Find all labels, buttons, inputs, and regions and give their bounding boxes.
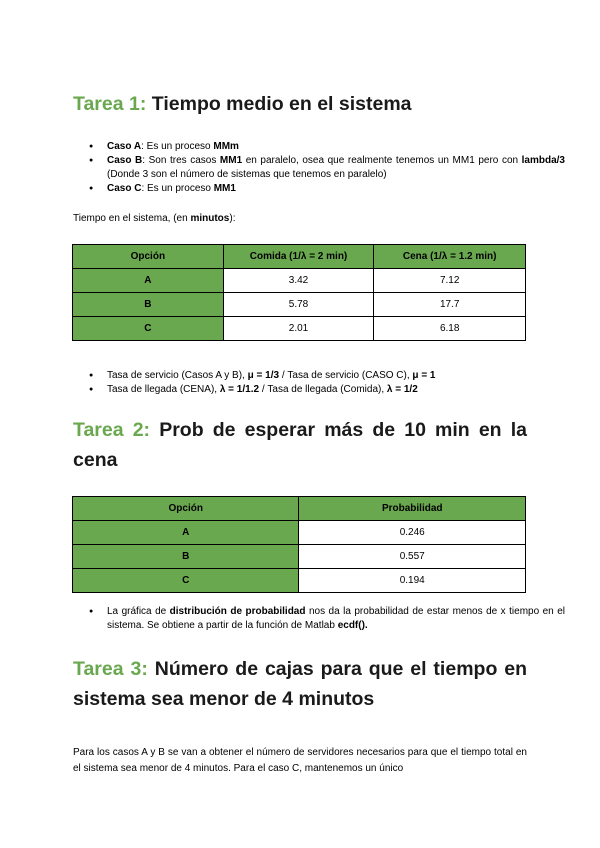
header-probabilidad: Probabilidad [299, 497, 526, 521]
tarea2-label: Tarea 2: [73, 419, 151, 441]
row-option: A [73, 521, 299, 545]
table-row [73, 545, 526, 569]
table-row [73, 521, 526, 545]
table-row [73, 569, 526, 593]
header-cena: Cena (1/λ = 1.2 min) [374, 245, 526, 269]
tarea3-title: Número de cajas para que el tiempo en sistema sea menor de 4 minutos [73, 658, 528, 710]
tarea3-label: Tarea 3: [73, 658, 148, 680]
list-item-case-a [107, 140, 565, 154]
row-option: B [73, 293, 224, 317]
table-header-row [73, 497, 526, 521]
tarea2-title: Prob de esperar más de 10 min en la cena [73, 419, 527, 471]
case-a-label: Caso A [107, 141, 142, 152]
case-b-text-3: (Donde 3 son el número de sistemas que tenemos en paralelo) [107, 169, 387, 180]
header-opcion: Opción [73, 497, 299, 521]
header-opcion: Opción [73, 245, 224, 269]
cell-comida: 3.42 [223, 269, 374, 293]
arrival-rate-cena: λ = 1/1.2 [219, 384, 260, 395]
list-item-case-c [107, 182, 565, 196]
cell-cena: 17.7 [374, 293, 526, 317]
tarea1-table [72, 244, 526, 341]
row-option: B [73, 545, 299, 569]
list-item-arrival-rate [107, 383, 565, 397]
service-rate-text-2: / Tasa de servicio (CASO C), [279, 370, 413, 381]
row-option: A [73, 269, 224, 293]
list-item-service-rate [107, 369, 565, 383]
tarea1-heading [73, 89, 527, 119]
arrival-rate-text-2: / Tasa de llegada (Comida), [259, 384, 387, 395]
row-option: C [73, 569, 299, 593]
list-item-ecdf-note [107, 605, 565, 633]
arrival-rate-comida: λ = 1/2 [386, 384, 418, 395]
note-text-2: nos da la probabilidad de estar menos de x tiempo en el sistema. Se obtiene a partir de la función de Matlab [107, 606, 565, 631]
cell-comida: 2.01 [223, 317, 374, 341]
table-row [73, 293, 526, 317]
arrival-rate-text: Tasa de llegada (CENA), [107, 384, 220, 395]
intro-text: Tiempo en el sistema, (en [73, 213, 191, 224]
note-distribution: distribución de probabilidad [169, 606, 306, 617]
service-rate-c: μ = 1 [412, 370, 436, 381]
tarea1-label: Tarea 1: [73, 93, 147, 115]
service-rate-text: Tasa de servicio (Casos A y B), [107, 370, 248, 381]
case-c-model: MM1 [213, 183, 236, 194]
cell-probability: 0.557 [299, 545, 526, 569]
list-item-case-b [107, 154, 565, 182]
intro-unit: minutos [190, 213, 230, 224]
case-b-model: MM1 [219, 155, 243, 166]
tarea1-case-list [73, 140, 565, 196]
tarea3-heading [73, 654, 527, 714]
note-text: La gráfica de [107, 606, 170, 617]
case-a-text: : Es un proceso [141, 141, 214, 152]
row-option: C [73, 317, 224, 341]
case-b-label: Caso B [107, 155, 143, 166]
case-c-text: : Es un proceso [141, 183, 214, 194]
note-ecdf-function: ecdf(). [337, 620, 368, 631]
service-rate-ab: μ = 1/3 [247, 370, 280, 381]
cell-cena: 6.18 [374, 317, 526, 341]
cell-probability: 0.194 [299, 569, 526, 593]
tarea2-note [73, 605, 565, 633]
tarea1-rate-notes [73, 369, 565, 397]
table-row [73, 317, 526, 341]
tarea1-intro [73, 211, 527, 227]
tarea2-heading [73, 415, 527, 475]
tarea2-table [72, 496, 526, 593]
case-b-text: : Son tres casos [142, 155, 220, 166]
table-row [73, 269, 526, 293]
case-c-label: Caso C [107, 183, 142, 194]
cell-comida: 5.78 [223, 293, 374, 317]
case-a-model: MMm [213, 141, 239, 152]
cell-probability: 0.246 [299, 521, 526, 545]
tarea3-paragraph: Para los casos A y B se van a obtener el número de servidores necesarios para que el tiempo total en el sistema sea menor de 4 minutos. Para el caso C, mantenemos un único [73, 747, 527, 774]
cell-cena: 7.12 [374, 269, 526, 293]
case-b-lambda: lambda/3 [521, 155, 565, 166]
tarea1-title: Tiempo medio en el sistema [151, 93, 412, 115]
header-comida: Comida (1/λ = 2 min) [223, 245, 374, 269]
table-header-row [73, 245, 526, 269]
intro-text-end: ): [229, 213, 236, 224]
case-b-text-2: en paralelo, osea que realmente tenemos un MM1 pero con [242, 155, 522, 166]
